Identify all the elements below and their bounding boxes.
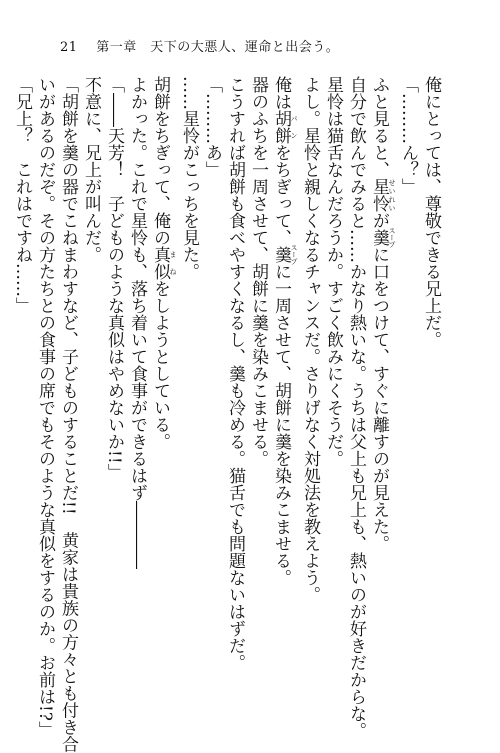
text-line [396, 76, 419, 656]
text-segment: ……星怜がこっちを見た。 [179, 76, 199, 280]
text-segment: 「………あ」 [202, 76, 222, 178]
page-number: 21 [60, 40, 78, 55]
text-segment: いがあるのだぞ。その方たちとの食事の席でもそのような真似をするのか。お前は!?」 [35, 76, 55, 738]
text-line [223, 76, 246, 671]
text-line [246, 76, 269, 656]
text-segment: が [369, 212, 389, 229]
ruby-annotated-word [150, 246, 177, 280]
ruby-annotated-word [271, 110, 298, 144]
text-segment: ふと見ると、 [369, 76, 389, 178]
text-segment: 自分で飲んでみると……かなり熱いな。うちは父上も兄上も、熱いのが好きだからな。 [346, 76, 366, 739]
ruby-reading: せいれい [388, 178, 396, 212]
chapter-title: 第一章 天下の大悪人、運命と出会う。 [96, 40, 340, 55]
ruby-annotated-word [369, 178, 396, 212]
ruby-base: 星怜 [369, 178, 389, 212]
ruby-annotated-word [271, 244, 298, 265]
ruby-base: 羹 [271, 244, 291, 265]
ruby-base: 胡餅 [271, 110, 291, 144]
text-line [269, 76, 298, 656]
text-line [298, 76, 321, 656]
ruby-reading: まね [169, 246, 177, 280]
text-line [200, 76, 223, 656]
text-line [125, 76, 148, 656]
text-line [79, 76, 102, 656]
text-segment: 俺は [271, 76, 291, 110]
text-line [367, 76, 396, 656]
text-segment: 俺にとっては、尊敬できる兄上だ。 [421, 76, 441, 348]
text-line [56, 76, 79, 753]
text-segment: をしようとしている。 [150, 280, 170, 450]
text-segment: に口をつけて、すぐに離すのが見えた。 [369, 246, 389, 552]
text-line [177, 76, 200, 656]
text-segment: 不意に、兄上が叫んだ。 [81, 76, 101, 263]
novel-body-text [12, 76, 442, 753]
text-line [33, 76, 56, 738]
text-line [419, 76, 442, 656]
text-segment: 星怜は猫舌なんだろうか。すごく飲みにくそうだ。 [323, 76, 343, 467]
ruby-reading: スープ [290, 244, 298, 265]
ruby-annotated-word [369, 227, 396, 248]
ruby-reading: パン [290, 110, 298, 144]
text-segment: よかった。これで星怜も、落ち着いて食事ができるはず―――― [127, 76, 147, 569]
text-segment: 「――天芳！ 子どものような真似はやめないか!!」 [104, 76, 124, 481]
text-line [148, 76, 177, 656]
text-line [102, 76, 125, 656]
ruby-reading: スープ [388, 227, 396, 248]
text-segment: よし。星怜と親しくなるチャンスだ。さりげなく対処法を教えよう。 [300, 76, 320, 603]
text-segment: をちぎって、 [271, 144, 291, 246]
text-segment: 胡餅をちぎって、俺の [150, 76, 170, 246]
text-segment: 「………ん？」 [398, 76, 418, 195]
ruby-base: 真似 [150, 246, 170, 280]
text-segment: 「兄上？ これはですね……」 [12, 76, 32, 314]
text-line [10, 76, 33, 656]
text-segment: 器のふちを一周させて、胡餅に羹を染みこませる。 [248, 76, 268, 467]
text-segment: こうすれば胡餅も食べやすくなるし、羹も冷める。猫舌でも問題ないはずだ。 [225, 76, 245, 671]
running-header [60, 36, 339, 55]
text-segment: 「胡餅を羹の器でこねまわすなど、子どものすることだ!! 黄家は貴族の方々とも付き合 [58, 76, 78, 753]
text-segment: に一周させて、胡餅に羹を染みこませる。 [271, 263, 291, 586]
text-line [321, 76, 344, 656]
ruby-base: 羹 [369, 227, 389, 248]
text-line [344, 76, 367, 739]
